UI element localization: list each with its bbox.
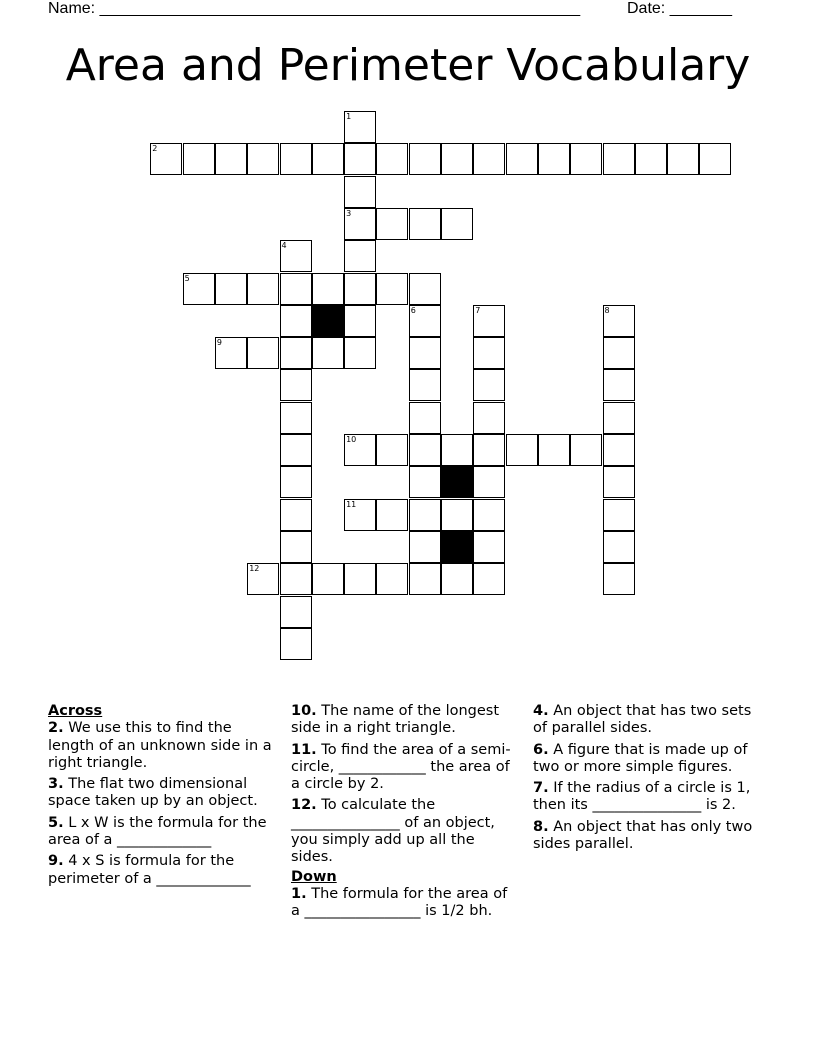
clue-number: 8. — [533, 818, 549, 835]
grid-cell[interactable] — [409, 434, 441, 466]
grid-cell[interactable] — [603, 434, 635, 466]
grid-clue-number: 9 — [216, 338, 222, 348]
clue-across-2 — [48, 720, 276, 772]
clue-text: We use this to find the length of an unknown side in a right triangle. — [48, 720, 272, 771]
grid-cell[interactable] — [473, 143, 505, 175]
grid-clue-number: 2 — [152, 144, 158, 154]
grid-cell[interactable] — [441, 499, 473, 531]
clue-number: 6. — [533, 741, 549, 758]
clue-text: The name of the longest side in a right triangle. — [291, 703, 500, 737]
grid-cell[interactable] — [603, 369, 635, 401]
clues-column-2 — [291, 703, 519, 925]
grid-cell[interactable] — [183, 143, 215, 175]
clue-number: 12. — [291, 797, 317, 814]
grid-cell[interactable] — [538, 434, 570, 466]
clue-number: 3. — [48, 776, 64, 793]
grid-cell[interactable] — [506, 434, 538, 466]
grid-cell[interactable] — [280, 531, 312, 563]
grid-cell[interactable] — [280, 143, 312, 175]
grid-cell[interactable] — [280, 240, 312, 272]
grid-cell[interactable] — [538, 143, 570, 175]
grid-cell[interactable] — [473, 369, 505, 401]
grid-cell[interactable] — [344, 143, 376, 175]
grid-cell[interactable] — [376, 143, 408, 175]
grid-cell[interactable] — [441, 208, 473, 240]
grid-cell[interactable] — [280, 305, 312, 337]
grid-cell[interactable] — [312, 563, 344, 595]
clue-down-6 — [533, 742, 761, 777]
grid-cell[interactable] — [344, 111, 376, 143]
grid-cell[interactable] — [473, 434, 505, 466]
grid-cell[interactable] — [603, 466, 635, 498]
grid-cell[interactable] — [183, 273, 215, 305]
date-field[interactable]: Date: _______ — [627, 0, 732, 17]
clue-across-12 — [291, 797, 519, 866]
clue-across-3 — [48, 776, 276, 811]
clues-column-1 — [48, 703, 276, 892]
grid-black-cell — [441, 531, 473, 563]
grid-cell[interactable] — [344, 305, 376, 337]
clue-down-8 — [533, 819, 761, 854]
clue-text: 4 x S is formula for the perimeter of a _____________ — [48, 853, 251, 887]
name-field[interactable]: Name: ______________________________________________________ — [48, 0, 581, 17]
clue-text: To calculate the _______________ of an object, you simply add up all the sides. — [291, 797, 495, 866]
grid-cell[interactable] — [376, 499, 408, 531]
clue-number: 5. — [48, 814, 64, 831]
grid-clue-number: 7 — [475, 305, 481, 315]
clue-across-5 — [48, 815, 276, 850]
grid-cell[interactable] — [473, 466, 505, 498]
grid-cell[interactable] — [441, 563, 473, 595]
grid-cell[interactable] — [280, 596, 312, 628]
grid-cell[interactable] — [280, 337, 312, 369]
grid-cell[interactable] — [409, 305, 441, 337]
grid-cell[interactable] — [344, 273, 376, 305]
grid-cell[interactable] — [699, 143, 731, 175]
grid-cell[interactable] — [280, 273, 312, 305]
grid-cell[interactable] — [312, 143, 344, 175]
grid-cell[interactable] — [312, 273, 344, 305]
clue-number: 11. — [291, 741, 317, 758]
grid-cell[interactable] — [570, 434, 602, 466]
grid-cell[interactable] — [215, 337, 247, 369]
grid-cell[interactable] — [409, 531, 441, 563]
grid-clue-number: 11 — [346, 499, 357, 509]
grid-cell[interactable] — [409, 143, 441, 175]
grid-cell[interactable] — [247, 273, 279, 305]
grid-cell[interactable] — [570, 143, 602, 175]
grid-clue-number: 12 — [249, 564, 260, 574]
grid-cell[interactable] — [473, 531, 505, 563]
clue-text: An object that has only two sides parallel. — [533, 818, 753, 853]
grid-cell[interactable] — [473, 337, 505, 369]
across-heading: Across — [48, 703, 103, 719]
grid-cell[interactable] — [280, 563, 312, 595]
grid-cell[interactable] — [667, 143, 699, 175]
grid-cell[interactable] — [441, 434, 473, 466]
grid-cell[interactable] — [344, 563, 376, 595]
grid-cell[interactable] — [409, 369, 441, 401]
grid-cell[interactable] — [280, 628, 312, 660]
grid-cell[interactable] — [603, 402, 635, 434]
grid-cell[interactable] — [409, 499, 441, 531]
grid-cell[interactable] — [312, 337, 344, 369]
grid-cell[interactable] — [409, 402, 441, 434]
grid-clue-number: 10 — [346, 435, 357, 444]
page-title: Area and Perimeter Vocabulary — [65, 40, 751, 91]
grid-cell[interactable] — [247, 337, 279, 369]
grid-cell[interactable] — [344, 208, 376, 240]
grid-cell[interactable] — [280, 466, 312, 498]
grid-cell[interactable] — [603, 143, 635, 175]
clue-text: The flat two dimensional space taken up by an object. — [48, 776, 258, 810]
grid-cell[interactable] — [344, 176, 376, 208]
grid-cell[interactable] — [603, 563, 635, 595]
grid-cell[interactable] — [344, 240, 376, 272]
clue-across-11 — [291, 742, 519, 794]
clue-down-1 — [291, 886, 519, 921]
grid-cell[interactable] — [376, 434, 408, 466]
grid-cell[interactable] — [215, 273, 247, 305]
grid-cell[interactable] — [409, 563, 441, 595]
grid-clue-number: 4 — [281, 241, 287, 251]
grid-cell[interactable] — [473, 563, 505, 595]
grid-cell[interactable] — [215, 143, 247, 175]
grid-cell[interactable] — [280, 369, 312, 401]
grid-cell[interactable] — [473, 499, 505, 531]
grid-cell[interactable] — [635, 143, 667, 175]
clue-text: An object that has two sets of parallel sides. — [533, 703, 752, 737]
grid-cell[interactable] — [603, 337, 635, 369]
clues-column-3 — [533, 703, 761, 857]
grid-cell[interactable] — [603, 305, 635, 337]
grid-cell[interactable] — [280, 434, 312, 466]
grid-cell[interactable] — [441, 143, 473, 175]
grid-cell[interactable] — [247, 563, 279, 595]
grid-cell[interactable] — [473, 305, 505, 337]
clue-text: A figure that is made up of two or more simple figures. — [533, 741, 748, 775]
grid-cell[interactable] — [150, 143, 182, 175]
grid-cell[interactable] — [603, 499, 635, 531]
grid-clue-number: 3 — [346, 208, 352, 218]
grid-cell[interactable] — [344, 434, 376, 466]
grid-cell[interactable] — [247, 143, 279, 175]
grid-cell[interactable] — [409, 466, 441, 498]
grid-cell[interactable] — [603, 531, 635, 563]
grid-cell[interactable] — [409, 208, 441, 240]
clue-number: 4. — [533, 703, 549, 719]
grid-cell[interactable] — [409, 273, 441, 305]
grid-cell[interactable] — [280, 402, 312, 434]
grid-cell[interactable] — [506, 143, 538, 175]
clue-text: To find the area of a semi-circle, ____________ the area of a circle by 2. — [291, 741, 511, 793]
clue-across-9 — [48, 853, 276, 888]
clue-text: L x W is the formula for the area of a _____________ — [48, 814, 267, 849]
clue-number: 9. — [48, 853, 64, 870]
down-heading: Down — [291, 868, 337, 885]
clue-number: 1. — [291, 885, 307, 902]
grid-cell[interactable] — [376, 273, 408, 305]
grid-clue-number: 8 — [604, 305, 610, 315]
grid-black-cell — [312, 305, 344, 337]
grid-cell[interactable] — [473, 402, 505, 434]
grid-clue-number: 5 — [184, 273, 190, 283]
clue-text: If the radius of a circle is 1, then its _______________ is 2. — [533, 780, 751, 814]
clue-number: 7. — [533, 780, 549, 797]
clue-number: 2. — [48, 720, 64, 737]
grid-cell[interactable] — [409, 337, 441, 369]
grid-cell[interactable] — [280, 499, 312, 531]
grid-cell[interactable] — [376, 563, 408, 595]
clue-number: 10. — [291, 703, 317, 719]
grid-cell[interactable] — [376, 208, 408, 240]
grid-black-cell — [441, 466, 473, 498]
clue-text: The formula for the area of a ________________ is 1/2 bh. — [291, 885, 508, 920]
clue-down-4 — [533, 703, 761, 738]
clue-across-10 — [291, 703, 519, 738]
grid-clue-number: 6 — [410, 305, 416, 315]
grid-clue-number: 1 — [346, 112, 352, 121]
grid-cell[interactable] — [344, 337, 376, 369]
clue-down-7 — [533, 780, 761, 815]
grid-cell[interactable] — [344, 499, 376, 531]
